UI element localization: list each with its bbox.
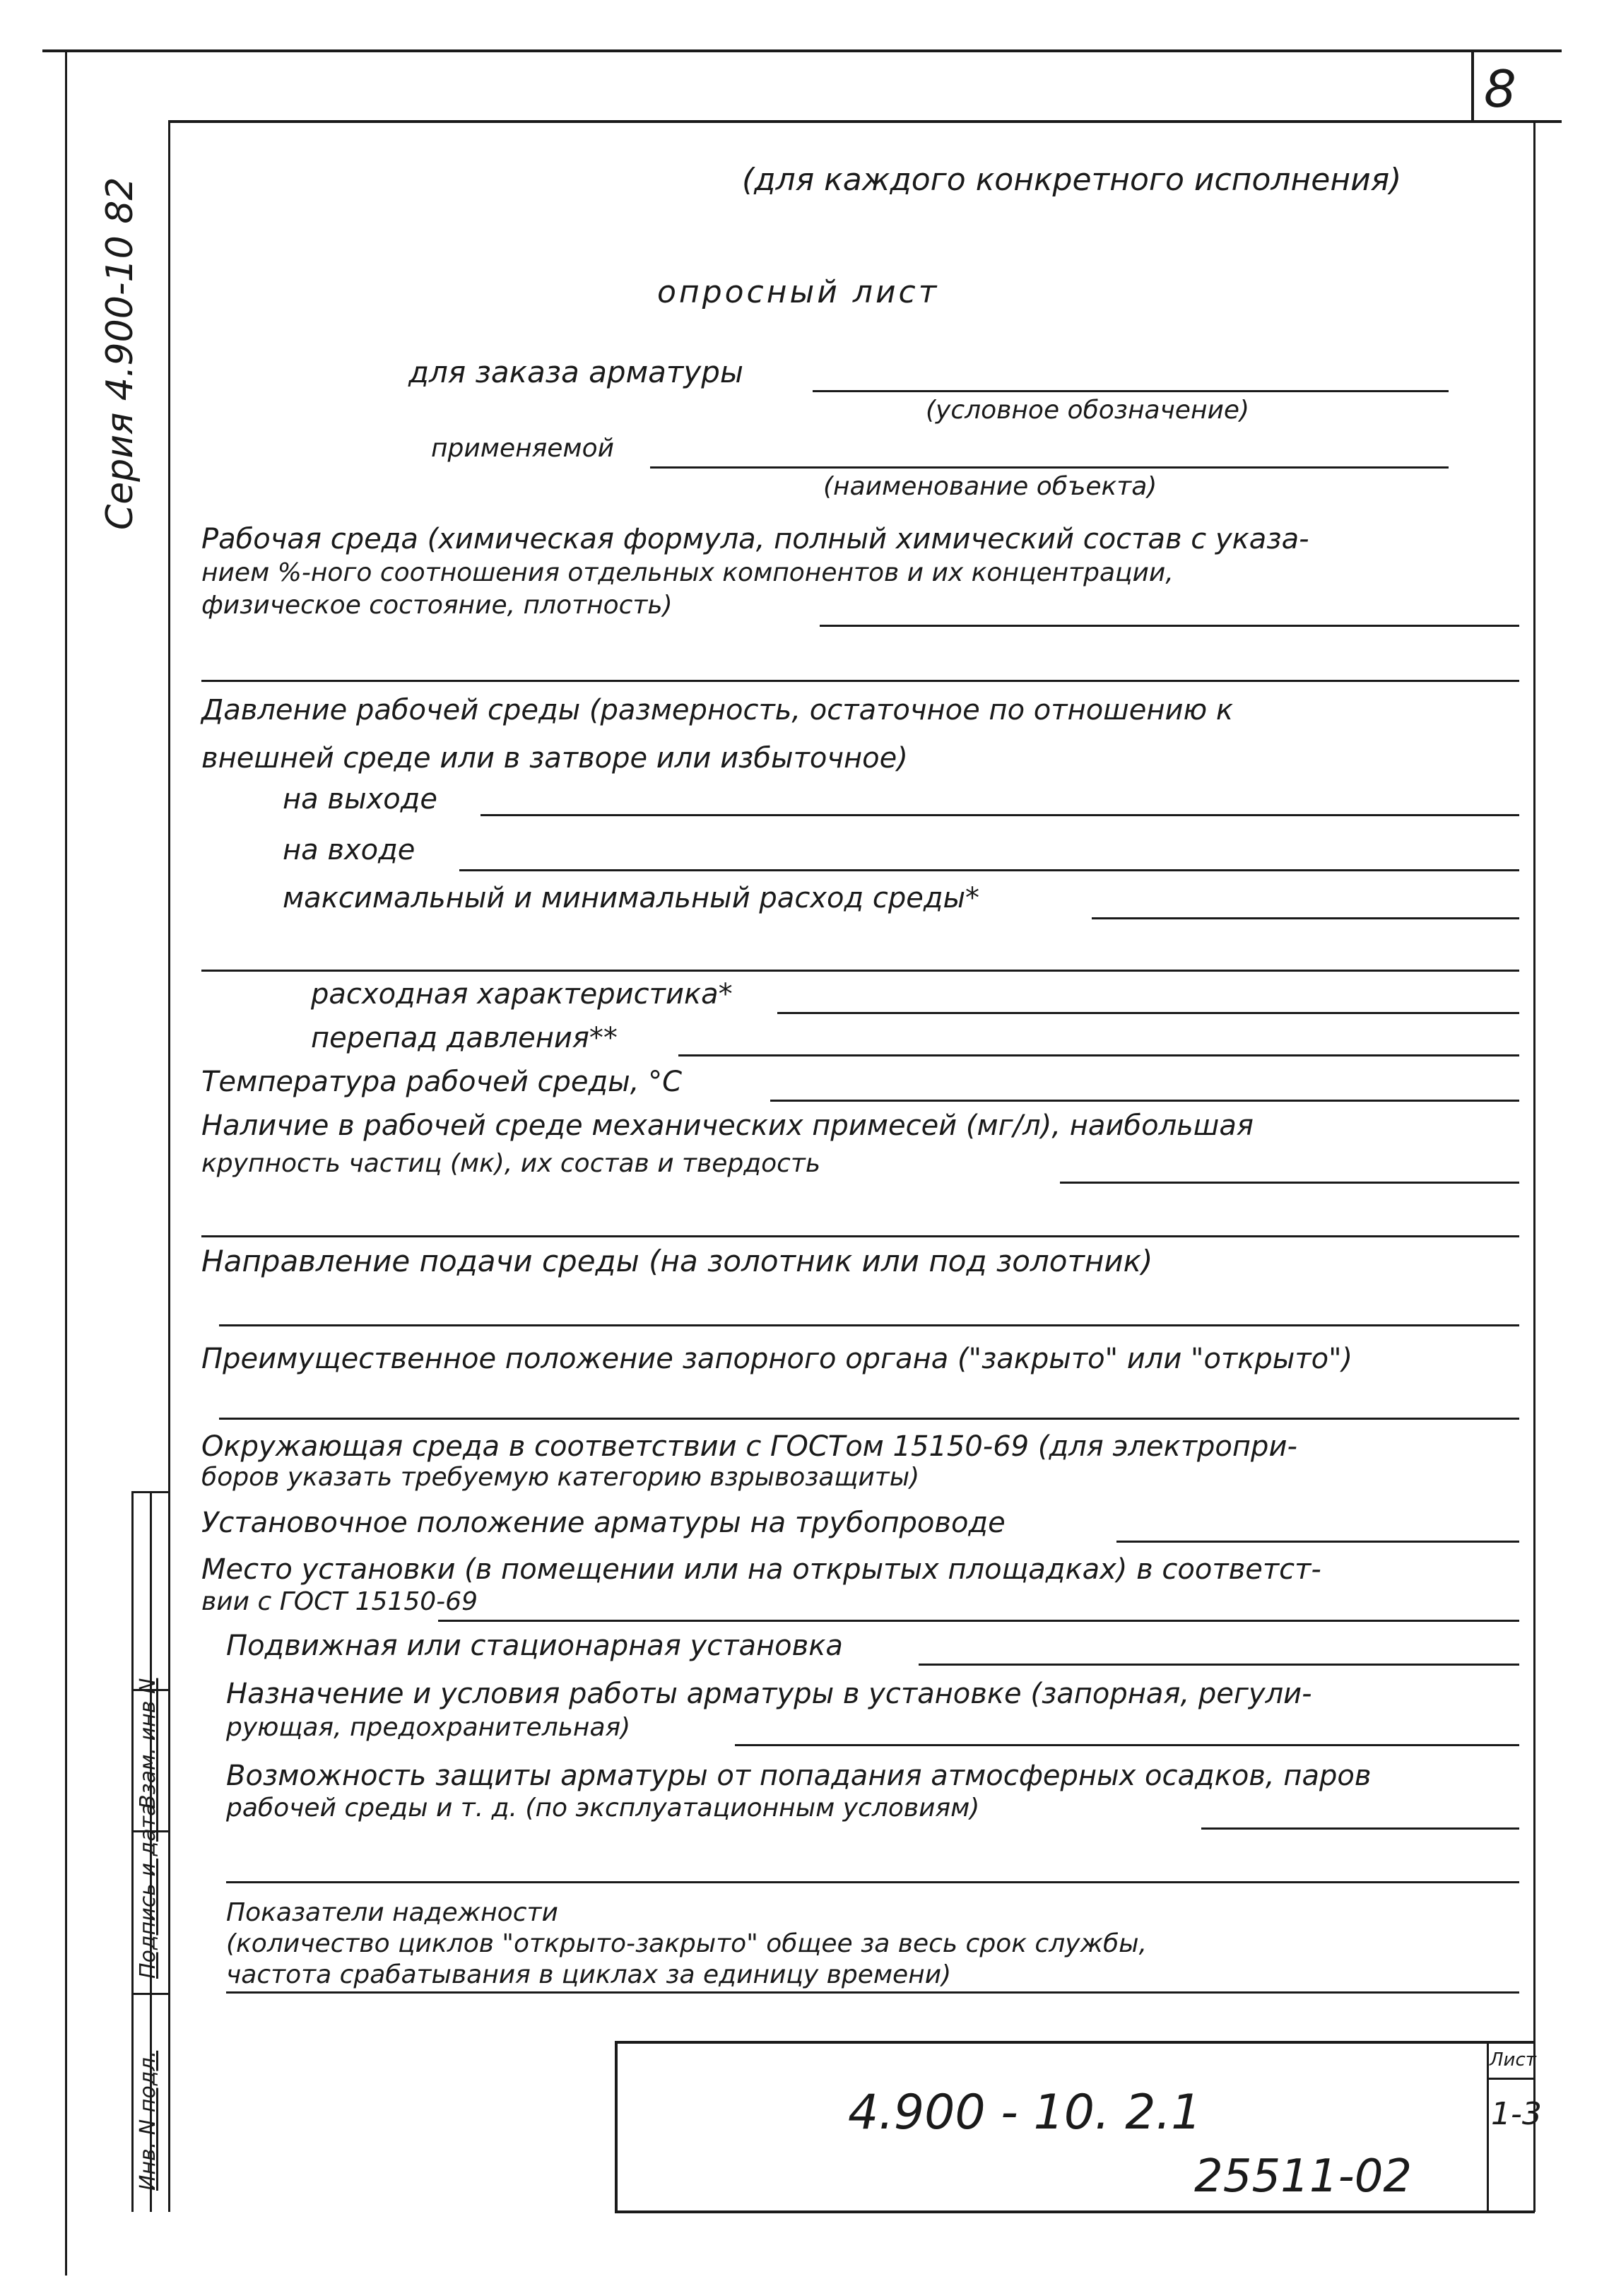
corner-page-number: 8: [1484, 59, 1516, 119]
temperature-line: [770, 1100, 1519, 1102]
stamp-bottom: [615, 2210, 1535, 2213]
purpose-line: [735, 1744, 1519, 1746]
stamp-left: [615, 2041, 618, 2212]
bottom-number: 25511-02: [1194, 2150, 1413, 2203]
medium-line1: Рабочая среда (химическая формула, полный химический состав с указа-: [201, 523, 1309, 555]
stamp-sheet-label: Лист: [1490, 2049, 1536, 2071]
stamp-code: 4.900 - 10. 2.1: [848, 2085, 1202, 2141]
order-label: для заказа арматуры: [408, 355, 744, 389]
pressure-outlet-line: [481, 814, 1519, 816]
inner-frame-right: [1533, 120, 1535, 2212]
environment-line2: боров указать требуемую категорию взрывозащиты): [201, 1463, 920, 1492]
mobile-line: [919, 1664, 1519, 1666]
impurities-line-a: [1060, 1182, 1519, 1184]
medium-line3: физическое состояние, плотность): [201, 591, 673, 620]
install-place-line1: Место установки (в помещении или на открытых площадках) в соответст-: [201, 1553, 1321, 1586]
flow-characteristic-line: [777, 1012, 1519, 1014]
protection-line-b: [226, 1881, 1519, 1883]
reliability-line3: частота срабатывания в циклах за единицу времени): [226, 1960, 952, 1989]
inner-frame-left: [168, 120, 170, 2212]
header-note: (для каждого конкретного исполнения): [742, 162, 1402, 198]
reliability-line1: Показатели надежности: [226, 1898, 558, 1927]
corner-box-left: [1471, 49, 1474, 123]
protection-line2: рабочей среды и т. д. (по эксплуатационным условиям): [226, 1794, 980, 1823]
install-place-line2: вии с ГОСТ 15150-69: [201, 1587, 478, 1616]
applied-label: применяемой: [431, 434, 615, 463]
outer-frame-top: [42, 49, 1562, 52]
order-caption: (условное обозначение): [926, 396, 1250, 425]
pressure-outlet-label: на выходе: [283, 783, 437, 816]
stamp-sheet-sep: [1487, 2078, 1535, 2080]
pressure-line2: внешней среде или в затворе или избыточное): [201, 742, 908, 775]
margin-sep-1: [131, 1993, 168, 1995]
medium-line-b: [201, 680, 1519, 682]
pressure-inlet-line: [459, 869, 1519, 871]
margin-stamp-sign: Подпись и дата: [136, 1803, 160, 1979]
environment-line1: Окружающая среда в соответствии с ГОСТом 15150-69 (для электропри-: [201, 1430, 1297, 1463]
feed-direction: Направление подачи среды (на золотник или под золотник): [201, 1244, 1153, 1278]
impurities-line2: крупность частиц (мк), их состав и твердость: [201, 1149, 821, 1178]
pressure-extra-line: [201, 970, 1519, 972]
purpose-line2: рующая, предохранительная): [226, 1713, 631, 1742]
preferred-position: Преимущественное положение запорного органа ("закрыто" или "открыто"): [201, 1343, 1353, 1375]
applied-caption: (наименование объекта): [823, 472, 1157, 501]
outer-frame-left: [65, 49, 67, 2276]
impurities-line-b: [201, 1235, 1519, 1237]
pressure-inlet-label: на входе: [283, 834, 415, 866]
stamp-top: [615, 2041, 1533, 2044]
form-title: опросный лист: [657, 274, 940, 310]
reliability-line2: (количество циклов "открыто-закрыто" общее за весь срок службы,: [226, 1929, 1148, 1958]
mobile-label: Подвижная или стационарная установка: [226, 1630, 843, 1662]
install-place-line: [438, 1620, 1519, 1622]
margin-sep-4: [131, 1491, 168, 1493]
margin-col-left: [131, 1491, 134, 2212]
stamp-sheet-value: 1-3: [1491, 2096, 1542, 2132]
pressure-drop-line: [678, 1054, 1519, 1056]
pressure-flow-line: [1092, 917, 1519, 919]
medium-line-a: [820, 625, 1519, 627]
temperature-label: Температура рабочей среды, °С: [201, 1066, 683, 1098]
margin-stamp-replace: Взам. инв N: [136, 1678, 160, 1809]
applied-line: [650, 466, 1449, 469]
flow-characteristic-label: расходная характеристика*: [311, 978, 733, 1011]
purpose-line1: Назначение и условия работы арматуры в установке (запорная, регули-: [226, 1678, 1312, 1710]
protection-line-a: [1201, 1827, 1519, 1830]
order-line: [813, 390, 1449, 392]
medium-line2: нием %-ного соотношения отдельных компонентов и их концентрации,: [201, 558, 1174, 587]
reliability-line: [226, 1991, 1519, 1994]
protection-line1: Возможность защиты арматуры от попадания атмосферных осадков, паров: [226, 1760, 1372, 1792]
pressure-flow-label: максимальный и минимальный расход среды*: [283, 882, 980, 914]
install-position-label: Установочное положение арматуры на трубопроводе: [201, 1507, 1006, 1539]
series-label: Серия 4.900-10 82: [99, 177, 141, 530]
pressure-drop-label: перепад давления**: [311, 1022, 618, 1054]
impurities-line1: Наличие в рабочей среде механических примесей (мг/л), наибольшая: [201, 1109, 1254, 1142]
margin-stamp-inv: Инв. N подл.: [136, 2050, 160, 2191]
install-position-line: [1116, 1541, 1519, 1543]
stamp-sheet-left: [1487, 2041, 1489, 2212]
pressure-line1: Давление рабочей среды (размерность, остаточное по отношению к: [201, 694, 1234, 726]
feed-direction-line: [219, 1324, 1519, 1326]
preferred-position-line: [219, 1418, 1519, 1420]
inner-frame-top: [168, 120, 1562, 123]
